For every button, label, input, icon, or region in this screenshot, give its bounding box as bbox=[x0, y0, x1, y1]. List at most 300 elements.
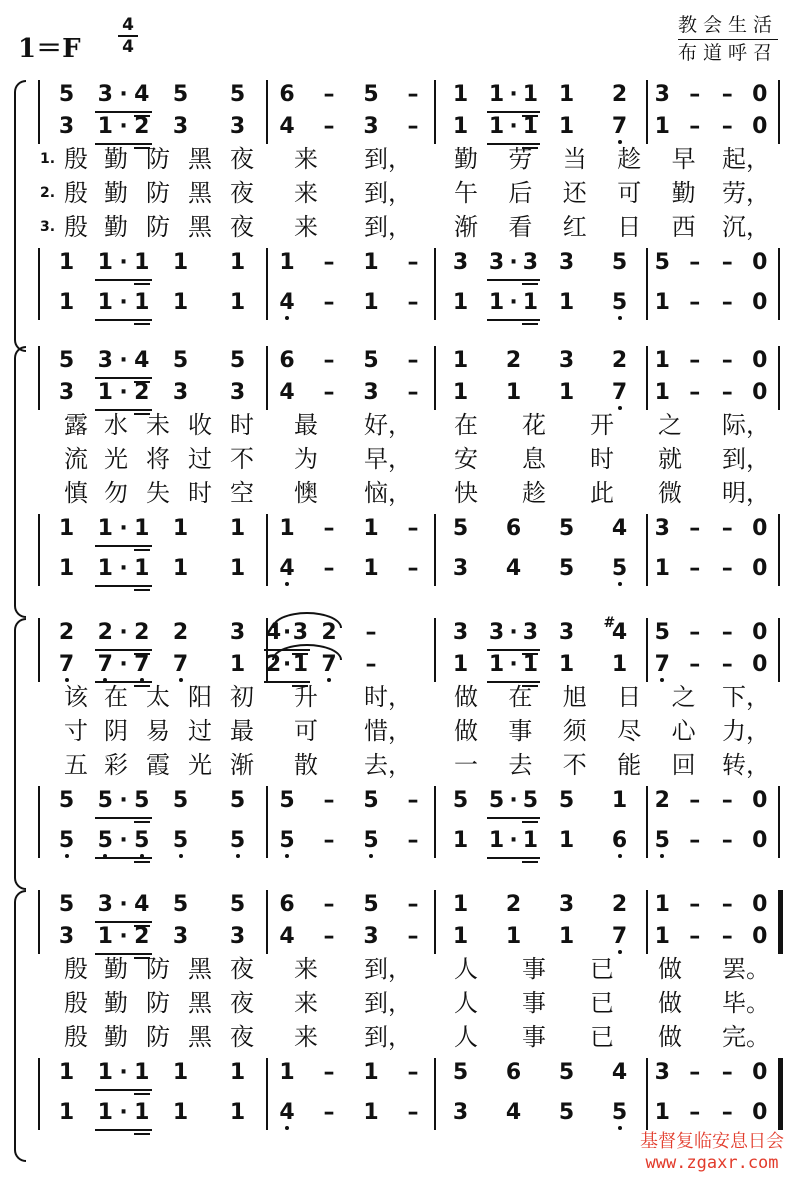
part-line bbox=[26, 248, 786, 278]
note: 5 bbox=[224, 826, 252, 856]
note: 5 bbox=[58, 348, 75, 373]
note: 1 bbox=[505, 924, 522, 949]
lyric-line bbox=[26, 210, 786, 244]
note: 2 bbox=[134, 380, 150, 405]
score-system bbox=[14, 615, 786, 890]
augmentation-dot: · bbox=[119, 828, 128, 853]
note: 1 bbox=[452, 652, 469, 677]
note: 1 bbox=[229, 556, 246, 581]
lyric-syllable: 好， bbox=[364, 411, 412, 439]
note: 4 bbox=[265, 620, 282, 645]
part-line bbox=[26, 346, 786, 376]
note: 1 bbox=[97, 1060, 113, 1085]
score-system bbox=[14, 890, 786, 1162]
lyric-syllable: 日 bbox=[617, 213, 642, 241]
dash: – bbox=[689, 82, 701, 107]
lyric-syllable: 尽 bbox=[617, 717, 642, 745]
lyric-syllable: 黑 bbox=[188, 1023, 212, 1051]
lyric-syllable: 易 bbox=[146, 717, 170, 745]
lyric-syllable: 事 bbox=[522, 989, 546, 1017]
note: 2 bbox=[654, 788, 670, 813]
lyric-syllable: 黑 bbox=[188, 179, 212, 207]
note: 0 bbox=[752, 1100, 768, 1125]
note: 0 bbox=[752, 1060, 768, 1085]
augmentation-dot: · bbox=[119, 556, 128, 581]
lyric-syllable: 最 bbox=[230, 717, 254, 745]
lyric-syllable: 光 bbox=[188, 751, 212, 779]
note: 3 bbox=[488, 250, 505, 275]
lyric-line bbox=[26, 176, 786, 210]
note: 1 bbox=[58, 556, 75, 581]
note: 2 bbox=[505, 348, 522, 373]
dash: – bbox=[407, 828, 419, 853]
category-line-1: 教会生活 bbox=[677, 14, 778, 36]
lyric-syllable: 勿 bbox=[104, 479, 128, 507]
octave-dot-below bbox=[618, 1126, 622, 1130]
note: 4 bbox=[273, 1098, 301, 1128]
note: 2 bbox=[134, 620, 150, 645]
note: 1 bbox=[58, 250, 75, 275]
lyric-syllable: 快 bbox=[454, 479, 478, 507]
lyric-syllable: 就 bbox=[658, 445, 682, 473]
note: 4 bbox=[505, 556, 522, 581]
octave-dot-below bbox=[285, 854, 289, 858]
lyric-syllable: 已 bbox=[590, 955, 614, 983]
lyric-syllable: 沉， bbox=[722, 213, 770, 241]
beam-line bbox=[134, 1093, 150, 1095]
note: 1 bbox=[452, 924, 469, 949]
note: 2 bbox=[505, 892, 522, 917]
beam-line bbox=[487, 857, 541, 859]
note: 1 bbox=[172, 1100, 189, 1125]
lyric-syllable: 时 bbox=[230, 411, 254, 439]
dash: – bbox=[407, 1060, 419, 1085]
beam-line bbox=[95, 1089, 151, 1091]
note: 2 bbox=[611, 892, 628, 917]
part-line bbox=[26, 288, 786, 318]
beam-line bbox=[95, 1129, 151, 1131]
note: 5 bbox=[58, 82, 75, 107]
dash: – bbox=[689, 892, 701, 917]
lyric-syllable: 看 bbox=[508, 213, 533, 241]
dash: – bbox=[689, 652, 701, 677]
octave-dot-below bbox=[65, 854, 69, 858]
dash: – bbox=[721, 290, 733, 315]
lyric-syllable: 殷 bbox=[64, 1023, 88, 1051]
dash: – bbox=[721, 380, 733, 405]
lyric-syllable: 早， bbox=[364, 445, 412, 473]
note: 1 bbox=[97, 924, 113, 949]
note: 2 bbox=[172, 620, 189, 645]
dash: – bbox=[689, 250, 701, 275]
part-line bbox=[26, 786, 786, 816]
lyric-syllable: 午 bbox=[454, 179, 478, 207]
augmentation-dot: · bbox=[119, 250, 128, 275]
note: 5 bbox=[654, 620, 670, 645]
note: 1 bbox=[505, 380, 522, 405]
note: 5 bbox=[172, 788, 189, 813]
dash: – bbox=[689, 828, 701, 853]
note: 7 bbox=[606, 378, 634, 408]
category-line-2: 布道呼召 bbox=[677, 42, 778, 64]
lyric-syllable: 水 bbox=[104, 411, 128, 439]
lyric-syllable: 防 bbox=[146, 145, 170, 173]
lyric-syllable: 勤 bbox=[104, 179, 128, 207]
note: 6 bbox=[279, 82, 295, 107]
note: 3 bbox=[58, 380, 75, 405]
lyric-syllable: 殷 bbox=[64, 179, 88, 207]
time-signature-bottom: 4 bbox=[122, 37, 134, 57]
lyric-syllable: 夜 bbox=[230, 955, 254, 983]
note: 7 bbox=[315, 650, 343, 680]
lyric-syllable: 毕。 bbox=[722, 989, 770, 1017]
augmentation-dot: · bbox=[119, 114, 128, 139]
note: 5 bbox=[58, 788, 75, 813]
note: 1 bbox=[97, 1100, 113, 1125]
dash: – bbox=[721, 516, 733, 541]
note: 1 bbox=[229, 1060, 246, 1085]
dash: – bbox=[323, 290, 335, 315]
note: 1 bbox=[58, 516, 75, 541]
note: 1 bbox=[363, 250, 379, 275]
part-line bbox=[26, 378, 786, 408]
lyric-syllable: 去， bbox=[364, 751, 412, 779]
lyric-syllable: 早 bbox=[671, 145, 696, 173]
dash: – bbox=[721, 892, 733, 917]
note: 2 bbox=[611, 348, 628, 373]
beam-line bbox=[487, 279, 541, 281]
lyric-syllable: 防 bbox=[146, 179, 170, 207]
note: 0 bbox=[752, 652, 768, 677]
note: 1 bbox=[452, 348, 469, 373]
lyric-syllable: 黑 bbox=[188, 145, 212, 173]
lyric-syllable: 失 bbox=[146, 479, 170, 507]
note: 5 bbox=[53, 826, 81, 856]
lyric-syllable: 将 bbox=[146, 445, 170, 473]
note: 3 bbox=[229, 380, 246, 405]
note: 1 bbox=[488, 82, 505, 107]
lyric-syllable: 在 bbox=[508, 683, 533, 711]
dash: – bbox=[407, 892, 419, 917]
lyric-syllable: 一 bbox=[454, 751, 478, 779]
note: 3 bbox=[58, 924, 75, 949]
verse-number: 2. bbox=[40, 185, 56, 201]
lyric-syllable: 完。 bbox=[722, 1023, 770, 1051]
lyric-syllable: 来 bbox=[294, 179, 318, 207]
note: 5 bbox=[273, 826, 301, 856]
lyric-syllable: 劳， bbox=[722, 179, 770, 207]
dash: – bbox=[689, 556, 701, 581]
augmentation-dot: · bbox=[119, 380, 128, 405]
sharp-sign: # bbox=[603, 615, 616, 631]
note: 1 bbox=[452, 114, 469, 139]
lyric-syllable: 未 bbox=[146, 411, 170, 439]
dash: – bbox=[407, 348, 419, 373]
lyric-syllable: 来 bbox=[294, 955, 318, 983]
note: 4 # bbox=[606, 618, 634, 648]
note: 5 bbox=[611, 250, 628, 275]
dash: – bbox=[323, 892, 335, 917]
note: 6 bbox=[279, 348, 295, 373]
dash: – bbox=[721, 652, 733, 677]
note: 4 bbox=[279, 380, 295, 405]
score-system bbox=[14, 80, 786, 352]
note: 1 bbox=[229, 250, 246, 275]
lyric-syllable: 来 bbox=[294, 145, 318, 173]
dash: – bbox=[721, 620, 733, 645]
dash: – bbox=[721, 1100, 733, 1125]
lyric-syllable: 该 bbox=[64, 683, 88, 711]
beam-line bbox=[522, 283, 538, 285]
octave-dot-below bbox=[285, 1126, 289, 1130]
dash: – bbox=[689, 1100, 701, 1125]
beam-line bbox=[522, 821, 538, 823]
note: 1 bbox=[363, 290, 379, 315]
note: 3 bbox=[97, 348, 113, 373]
dash: – bbox=[407, 250, 419, 275]
lyric-syllable: 西 bbox=[671, 213, 696, 241]
lyric-syllable: 力， bbox=[722, 717, 770, 745]
note: 1 bbox=[97, 380, 113, 405]
augmentation-dot: · bbox=[509, 828, 518, 853]
note: 3 bbox=[363, 114, 379, 139]
note: 5 bbox=[606, 288, 634, 318]
octave-dot-below bbox=[618, 582, 622, 586]
dash: – bbox=[323, 828, 335, 853]
lyric-syllable: 光 bbox=[104, 445, 128, 473]
dash: – bbox=[323, 924, 335, 949]
note: 3 bbox=[229, 924, 246, 949]
lyric-syllable: 劳 bbox=[508, 145, 533, 173]
note: 5 bbox=[452, 1060, 469, 1085]
octave-dot-below bbox=[618, 316, 622, 320]
note: 0 bbox=[752, 114, 768, 139]
note: 4 bbox=[611, 516, 628, 541]
augmentation-dot: · bbox=[119, 892, 128, 917]
lyric-syllable: 到， bbox=[364, 955, 412, 983]
dash: – bbox=[721, 348, 733, 373]
lyric-syllable: 过 bbox=[188, 445, 212, 473]
note: 3 bbox=[654, 516, 670, 541]
lyric-syllable: 五 bbox=[64, 751, 88, 779]
note: 0 bbox=[752, 788, 768, 813]
dash: – bbox=[323, 556, 335, 581]
lyric-syllable: 最 bbox=[294, 411, 318, 439]
note: 5 bbox=[654, 250, 670, 275]
note: 5 bbox=[229, 348, 246, 373]
octave-dot-below bbox=[660, 854, 664, 858]
note: 3 bbox=[654, 82, 670, 107]
note: 6 bbox=[279, 892, 295, 917]
beam-line bbox=[95, 857, 151, 859]
lyric-syllable: 阳 bbox=[188, 683, 212, 711]
lyric-syllable: 到， bbox=[722, 445, 770, 473]
lyric-syllable: 霞 bbox=[146, 751, 170, 779]
note: 5 bbox=[363, 892, 379, 917]
note: 3 bbox=[558, 892, 575, 917]
note: 5 bbox=[522, 788, 539, 813]
note: 1 bbox=[452, 828, 469, 853]
time-signature-top: 4 bbox=[122, 15, 134, 35]
note: 1 bbox=[654, 114, 670, 139]
dash: – bbox=[689, 788, 701, 813]
augmentation-dot: · bbox=[509, 620, 518, 645]
lyric-syllable: 勤 bbox=[671, 179, 696, 207]
note: 3 bbox=[172, 924, 189, 949]
dash: – bbox=[323, 380, 335, 405]
dash: – bbox=[407, 1100, 419, 1125]
lyric-syllable: 不 bbox=[562, 751, 587, 779]
note: 1 bbox=[522, 828, 539, 853]
part-line bbox=[26, 80, 786, 110]
octave-dot-below bbox=[285, 582, 289, 586]
system-brace bbox=[14, 80, 26, 352]
augmentation-dot: · bbox=[119, 788, 128, 813]
lyric-syllable: 当 bbox=[562, 145, 587, 173]
note: 5 bbox=[172, 892, 189, 917]
lyric-syllable: 做 bbox=[454, 717, 478, 745]
note: 1 bbox=[558, 380, 575, 405]
lyric-syllable: 到， bbox=[364, 145, 412, 173]
beam-line bbox=[487, 817, 541, 819]
lyric-syllable: 来 bbox=[294, 989, 318, 1017]
lyric-syllable: 殷 bbox=[64, 989, 88, 1017]
note: 4 bbox=[273, 288, 301, 318]
note: 7 bbox=[53, 650, 81, 680]
augmentation-dot: · bbox=[509, 114, 518, 139]
note: 5 bbox=[172, 348, 189, 373]
verse-number: 1. bbox=[40, 151, 56, 167]
beam-line bbox=[95, 585, 151, 587]
note: 2 bbox=[97, 620, 113, 645]
lyric-syllable: 流 bbox=[64, 445, 88, 473]
note: 5 bbox=[558, 516, 575, 541]
note: 1 bbox=[488, 114, 505, 139]
note: 5 bbox=[648, 826, 676, 856]
note: 5 bbox=[452, 788, 469, 813]
note: 3 bbox=[363, 380, 379, 405]
note: 5 bbox=[97, 788, 113, 813]
lyric-syllable: 在 bbox=[454, 411, 478, 439]
dash: – bbox=[689, 1060, 701, 1085]
note: 5 bbox=[558, 1060, 575, 1085]
note: 7 bbox=[606, 922, 634, 952]
lyric-syllable: 际， bbox=[722, 411, 770, 439]
lyric-syllable: 可 bbox=[294, 717, 318, 745]
lyric-syllable: 勤 bbox=[454, 145, 478, 173]
lyric-syllable: 还 bbox=[562, 179, 587, 207]
augmentation-dot: · bbox=[119, 516, 128, 541]
note: 4 bbox=[134, 892, 150, 917]
note: 1 bbox=[654, 892, 670, 917]
note: 0 bbox=[752, 290, 768, 315]
note: 3 bbox=[654, 1060, 670, 1085]
note: 3 bbox=[172, 380, 189, 405]
note: 4 bbox=[611, 1060, 628, 1085]
lyric-syllable: 回 bbox=[671, 751, 696, 779]
note: 4 bbox=[279, 114, 295, 139]
lyric-syllable: 黑 bbox=[188, 955, 212, 983]
note: 1 bbox=[172, 1060, 189, 1085]
note: 1 bbox=[279, 516, 295, 541]
note: 5 bbox=[452, 516, 469, 541]
note: 1 bbox=[522, 652, 539, 677]
note: 7 bbox=[128, 650, 156, 680]
note: 0 bbox=[752, 828, 768, 853]
dash: – bbox=[323, 348, 335, 373]
note: 1 bbox=[58, 290, 75, 315]
watermark bbox=[640, 1131, 784, 1173]
lyric-syllable: 旭 bbox=[562, 683, 587, 711]
lyric-syllable: 开 bbox=[590, 411, 614, 439]
part-line bbox=[26, 650, 786, 680]
lyric-syllable: 黑 bbox=[188, 989, 212, 1017]
note: 3 bbox=[452, 620, 469, 645]
lyric-syllable: 黑 bbox=[188, 213, 212, 241]
note: 3 bbox=[558, 348, 575, 373]
part-line bbox=[26, 1098, 786, 1128]
lyric-syllable: 微 bbox=[658, 479, 682, 507]
note: 6 bbox=[606, 826, 634, 856]
note: 1 bbox=[58, 1100, 75, 1125]
note: 1 bbox=[172, 290, 189, 315]
lyric-syllable: 做 bbox=[454, 683, 478, 711]
lyric-syllable: 来 bbox=[294, 1023, 318, 1051]
note: 3 bbox=[97, 892, 113, 917]
note: 2 bbox=[321, 620, 337, 645]
beam-line bbox=[95, 545, 151, 547]
note: 5 bbox=[134, 788, 150, 813]
note: 1 bbox=[134, 516, 150, 541]
watermark-url: www.zgaxr.com bbox=[645, 1153, 779, 1173]
note: 1 bbox=[134, 250, 150, 275]
dash: – bbox=[365, 620, 377, 645]
lyric-syllable: 安 bbox=[454, 445, 478, 473]
dash: – bbox=[407, 516, 419, 541]
verse-number: 3. bbox=[40, 219, 56, 235]
note: 5 bbox=[558, 788, 575, 813]
note: 2 bbox=[134, 114, 150, 139]
augmentation-dot: · bbox=[119, 1100, 128, 1125]
lyric-syllable: 之 bbox=[658, 411, 682, 439]
dash: – bbox=[689, 290, 701, 315]
note: 1 bbox=[611, 788, 628, 813]
dash: – bbox=[689, 348, 701, 373]
augmentation-dot: · bbox=[119, 924, 128, 949]
note: 7 bbox=[648, 650, 676, 680]
augmentation-dot: · bbox=[119, 290, 128, 315]
note: 5 bbox=[229, 82, 246, 107]
augmentation-dot: · bbox=[509, 250, 518, 275]
dash: – bbox=[689, 924, 701, 949]
note: 1 bbox=[522, 290, 539, 315]
note: 0 bbox=[752, 82, 768, 107]
system-brace bbox=[14, 618, 26, 890]
dash: – bbox=[323, 1100, 335, 1125]
note: 6 bbox=[505, 1060, 522, 1085]
lyric-syllable: 彩 bbox=[104, 751, 128, 779]
dash: – bbox=[721, 828, 733, 853]
note: 3 bbox=[292, 620, 309, 645]
beam-line bbox=[95, 817, 151, 819]
lyric-syllable: 空 bbox=[230, 479, 254, 507]
augmentation-dot: · bbox=[119, 652, 128, 677]
hymn-category bbox=[678, 12, 778, 66]
lyric-syllable: 殷 bbox=[64, 955, 88, 983]
lyric-syllable: 到， bbox=[364, 1023, 412, 1051]
lyric-syllable: 殷 bbox=[64, 213, 88, 241]
note: 1 bbox=[363, 1060, 379, 1085]
